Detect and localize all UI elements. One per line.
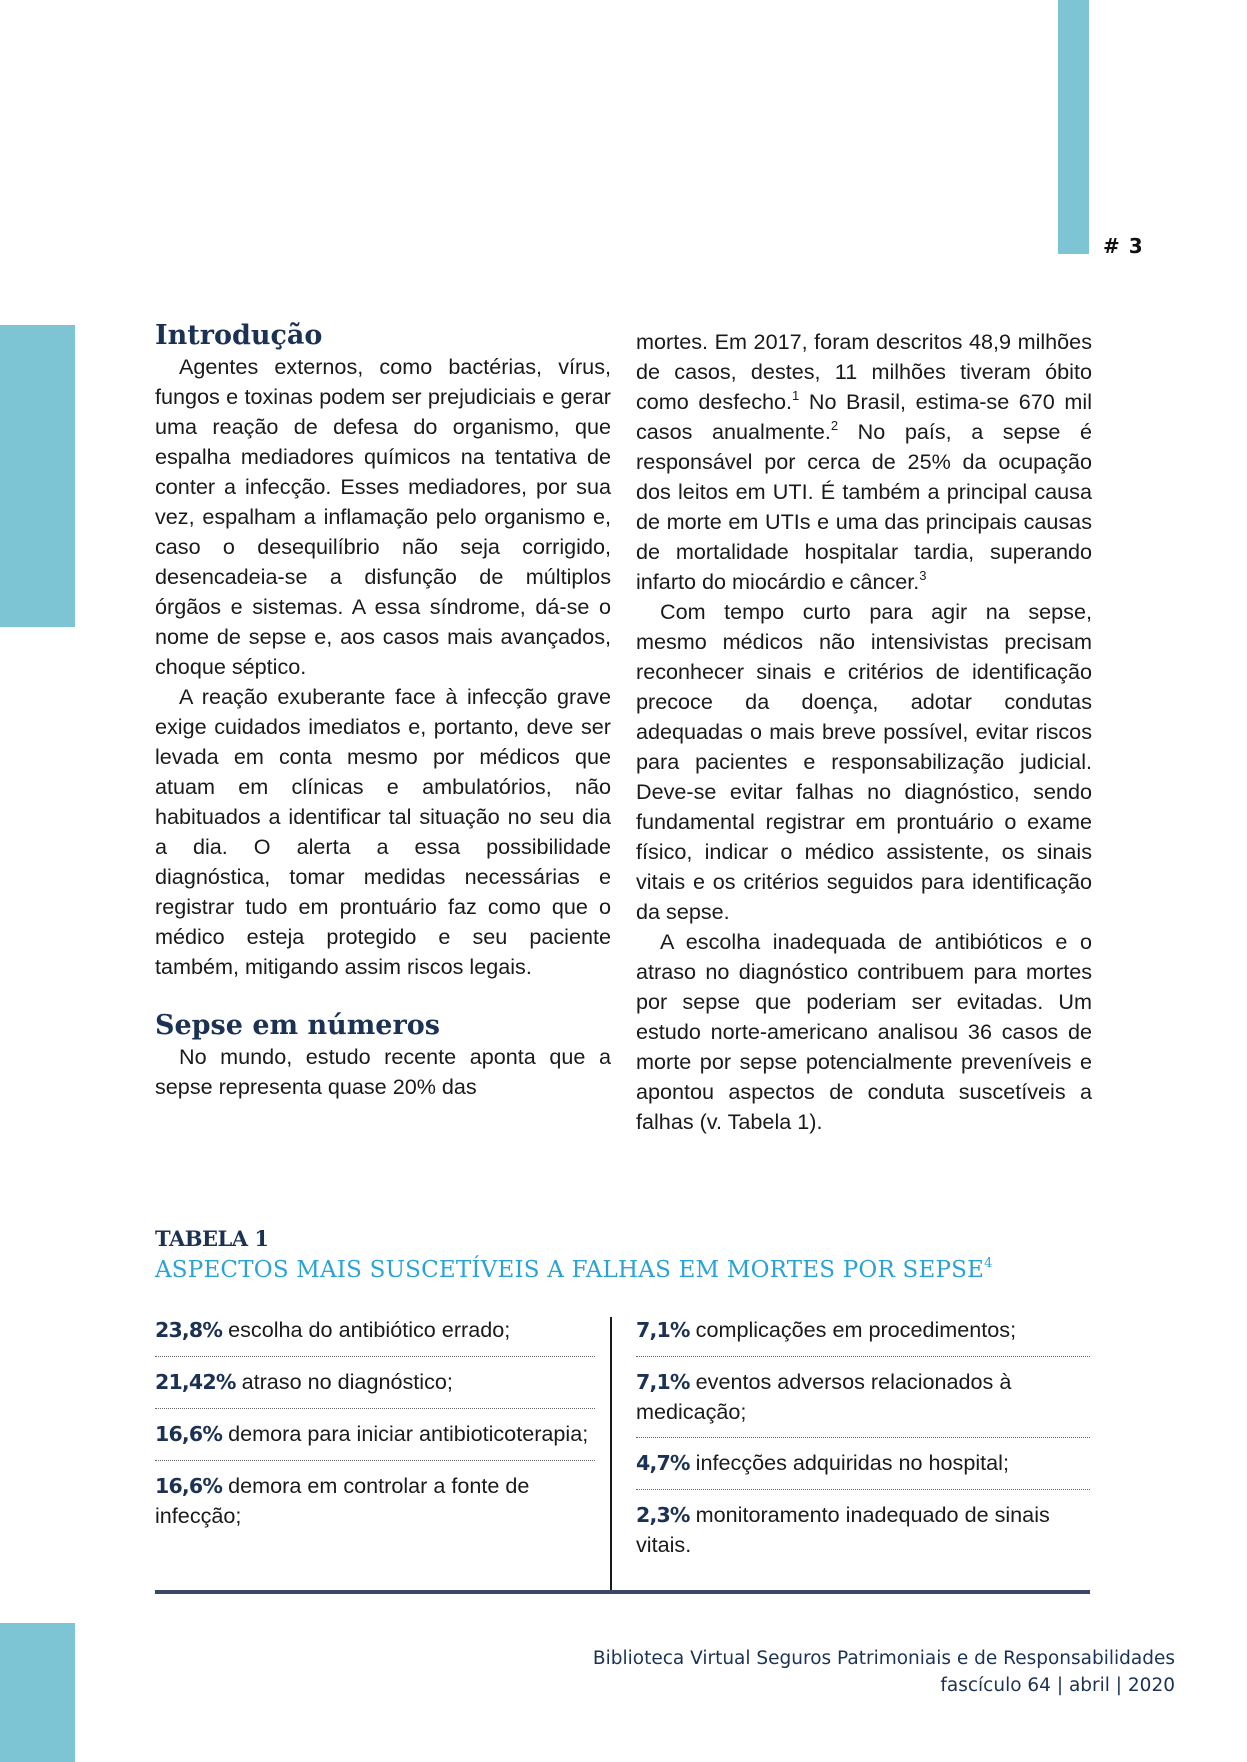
numbers-heading: Sepse em números <box>155 1010 440 1041</box>
table-row <box>155 1357 595 1409</box>
table-right-column <box>636 1305 1090 1570</box>
row-text: demora em controlar a fonte de infecção; <box>155 1473 530 1528</box>
numbers-paragraph-continued <box>636 327 1092 597</box>
row-text: atraso no diagnóstico; <box>235 1369 453 1394</box>
row-percent: 2,3% <box>636 1503 690 1527</box>
intro-paragraph-1: Agentes externos, como bactérias, vírus, fungos e toxinas podem ser prejudiciais e gerar uma reação de defesa do organismo, que espalha mediadores químicos na tentativa de conter a infecção. Esses mediadores, por sua vez, espalham a inflamação pelo organismo e, caso o desequilíbrio não seja corrigido, desencadeia-se a disfunção de múltiplos órgãos e sistemas. A essa síndrome, dá-se o nome de sepse e, aos casos mais avançados, choque séptico. <box>155 354 611 679</box>
footer-publication: Biblioteca Virtual Seguros Patrimoniais e de Responsabilidades <box>592 1648 1175 1669</box>
row-percent: 7,1% <box>636 1318 690 1342</box>
row-text: demora para iniciar antibioticoterapia; <box>222 1421 589 1446</box>
row-text: complicações em procedimentos; <box>689 1317 1017 1342</box>
row-text: infecções adquiridas no hospital; <box>689 1450 1009 1475</box>
table-footnote-ref: 4 <box>984 1256 993 1271</box>
table-row <box>155 1409 595 1461</box>
row-percent: 4,7% <box>636 1451 690 1475</box>
table-row <box>636 1357 1090 1438</box>
table-1 <box>155 1305 1090 1591</box>
table-left-column <box>155 1305 595 1541</box>
row-percent: 23,8% <box>155 1318 223 1342</box>
left-column <box>155 320 611 1102</box>
footnote-ref-2: 2 <box>830 418 839 433</box>
p1-text-b: No Brasil, estima-se 670 mil casos anualmente. <box>636 389 1092 444</box>
table-label: TABELA 1 <box>155 1226 269 1251</box>
p1-text-a: mortes. Em 2017, foram descritos 48,9 milhões de casos, destes, 11 milhões tiveram óbito como desfecho. <box>636 329 1092 414</box>
table-row <box>636 1438 1090 1490</box>
accent-bar-bottom-left <box>0 1623 75 1762</box>
accent-bar-left <box>0 325 75 627</box>
table-column-divider <box>610 1317 612 1591</box>
table-title <box>155 1254 1095 1286</box>
paragraph-time: Com tempo curto para agir na sepse, mesmo médicos não intensivistas precisam reconhecer sinais e critérios de identificação precoce da doença, adotar condutas adequadas o mais breve possível, evitar riscos para pacientes e responsabilização judicial. Deve-se evitar falhas no diagnóstico, sendo fundamental registrar em prontuário o exame físico, indicar o médico assistente, os sinais vitais e os critérios seguidos para identificação da sepse. <box>636 599 1092 924</box>
row-text: escolha do antibiótico errado; <box>222 1317 511 1342</box>
row-text: eventos adversos relacionados à medicação; <box>636 1369 1012 1424</box>
accent-bar-top-right <box>1058 0 1089 254</box>
footer-issue: fascículo 64 | abril | 2020 <box>940 1675 1175 1696</box>
table-row <box>155 1461 595 1541</box>
p1-text-c: No país, a sepse é responsável por cerca de 25% da ocupação dos leitos em UTI. É também a principal causa de morte em UTIs e uma das principais causas de mortalidade hospitalar tardia, superando infarto do miocárdio e câncer. <box>636 419 1092 594</box>
row-percent: 16,6% <box>155 1474 223 1498</box>
footnote-ref-3: 3 <box>919 568 927 583</box>
footnote-ref-1: 1 <box>792 388 800 403</box>
table-row <box>636 1305 1090 1357</box>
intro-heading: Introdução <box>155 320 323 351</box>
row-percent: 7,1% <box>636 1370 690 1394</box>
table-bottom-rule <box>155 1590 1090 1594</box>
page-number: # 3 <box>1103 234 1144 258</box>
table-row <box>155 1305 595 1357</box>
row-text: monitoramento inadequado de sinais vitais. <box>636 1502 1050 1557</box>
numbers-paragraph-start: No mundo, estudo recente aponta que a sepse representa quase 20% das <box>155 1044 611 1099</box>
row-percent: 21,42% <box>155 1370 236 1394</box>
intro-paragraph-2: A reação exuberante face à infecção grave exige cuidados imediatos e, portanto, deve ser levada em conta mesmo por médicos que atuam em clínicas e ambulatórios, não habituados a identificar tal situação no seu dia a dia. O alerta a essa possibilidade diagnóstica, tomar medidas necessárias e registrar tudo em prontuário faz como que o médico esteja protegido e seu paciente também, mitigando assim riscos legais. <box>155 684 611 979</box>
row-percent: 16,6% <box>155 1422 223 1446</box>
footer <box>593 1645 1175 1699</box>
right-column <box>636 327 1092 1137</box>
table-row <box>636 1490 1090 1570</box>
paragraph-antibiotics: A escolha inadequada de antibióticos e o atraso no diagnóstico contribuem para mortes por sepse que poderiam ser evitadas. Um estudo norte-americano analisou 36 casos de morte por sepse potencialmente preveníveis e apontou aspectos de conduta suscetíveis a falhas (v. Tabela 1). <box>636 929 1092 1134</box>
table-header <box>155 1226 1095 1286</box>
table-title-text: ASPECTOS MAIS SUSCETÍVEIS A FALHAS EM MORTES POR SEPSE <box>155 1257 985 1283</box>
